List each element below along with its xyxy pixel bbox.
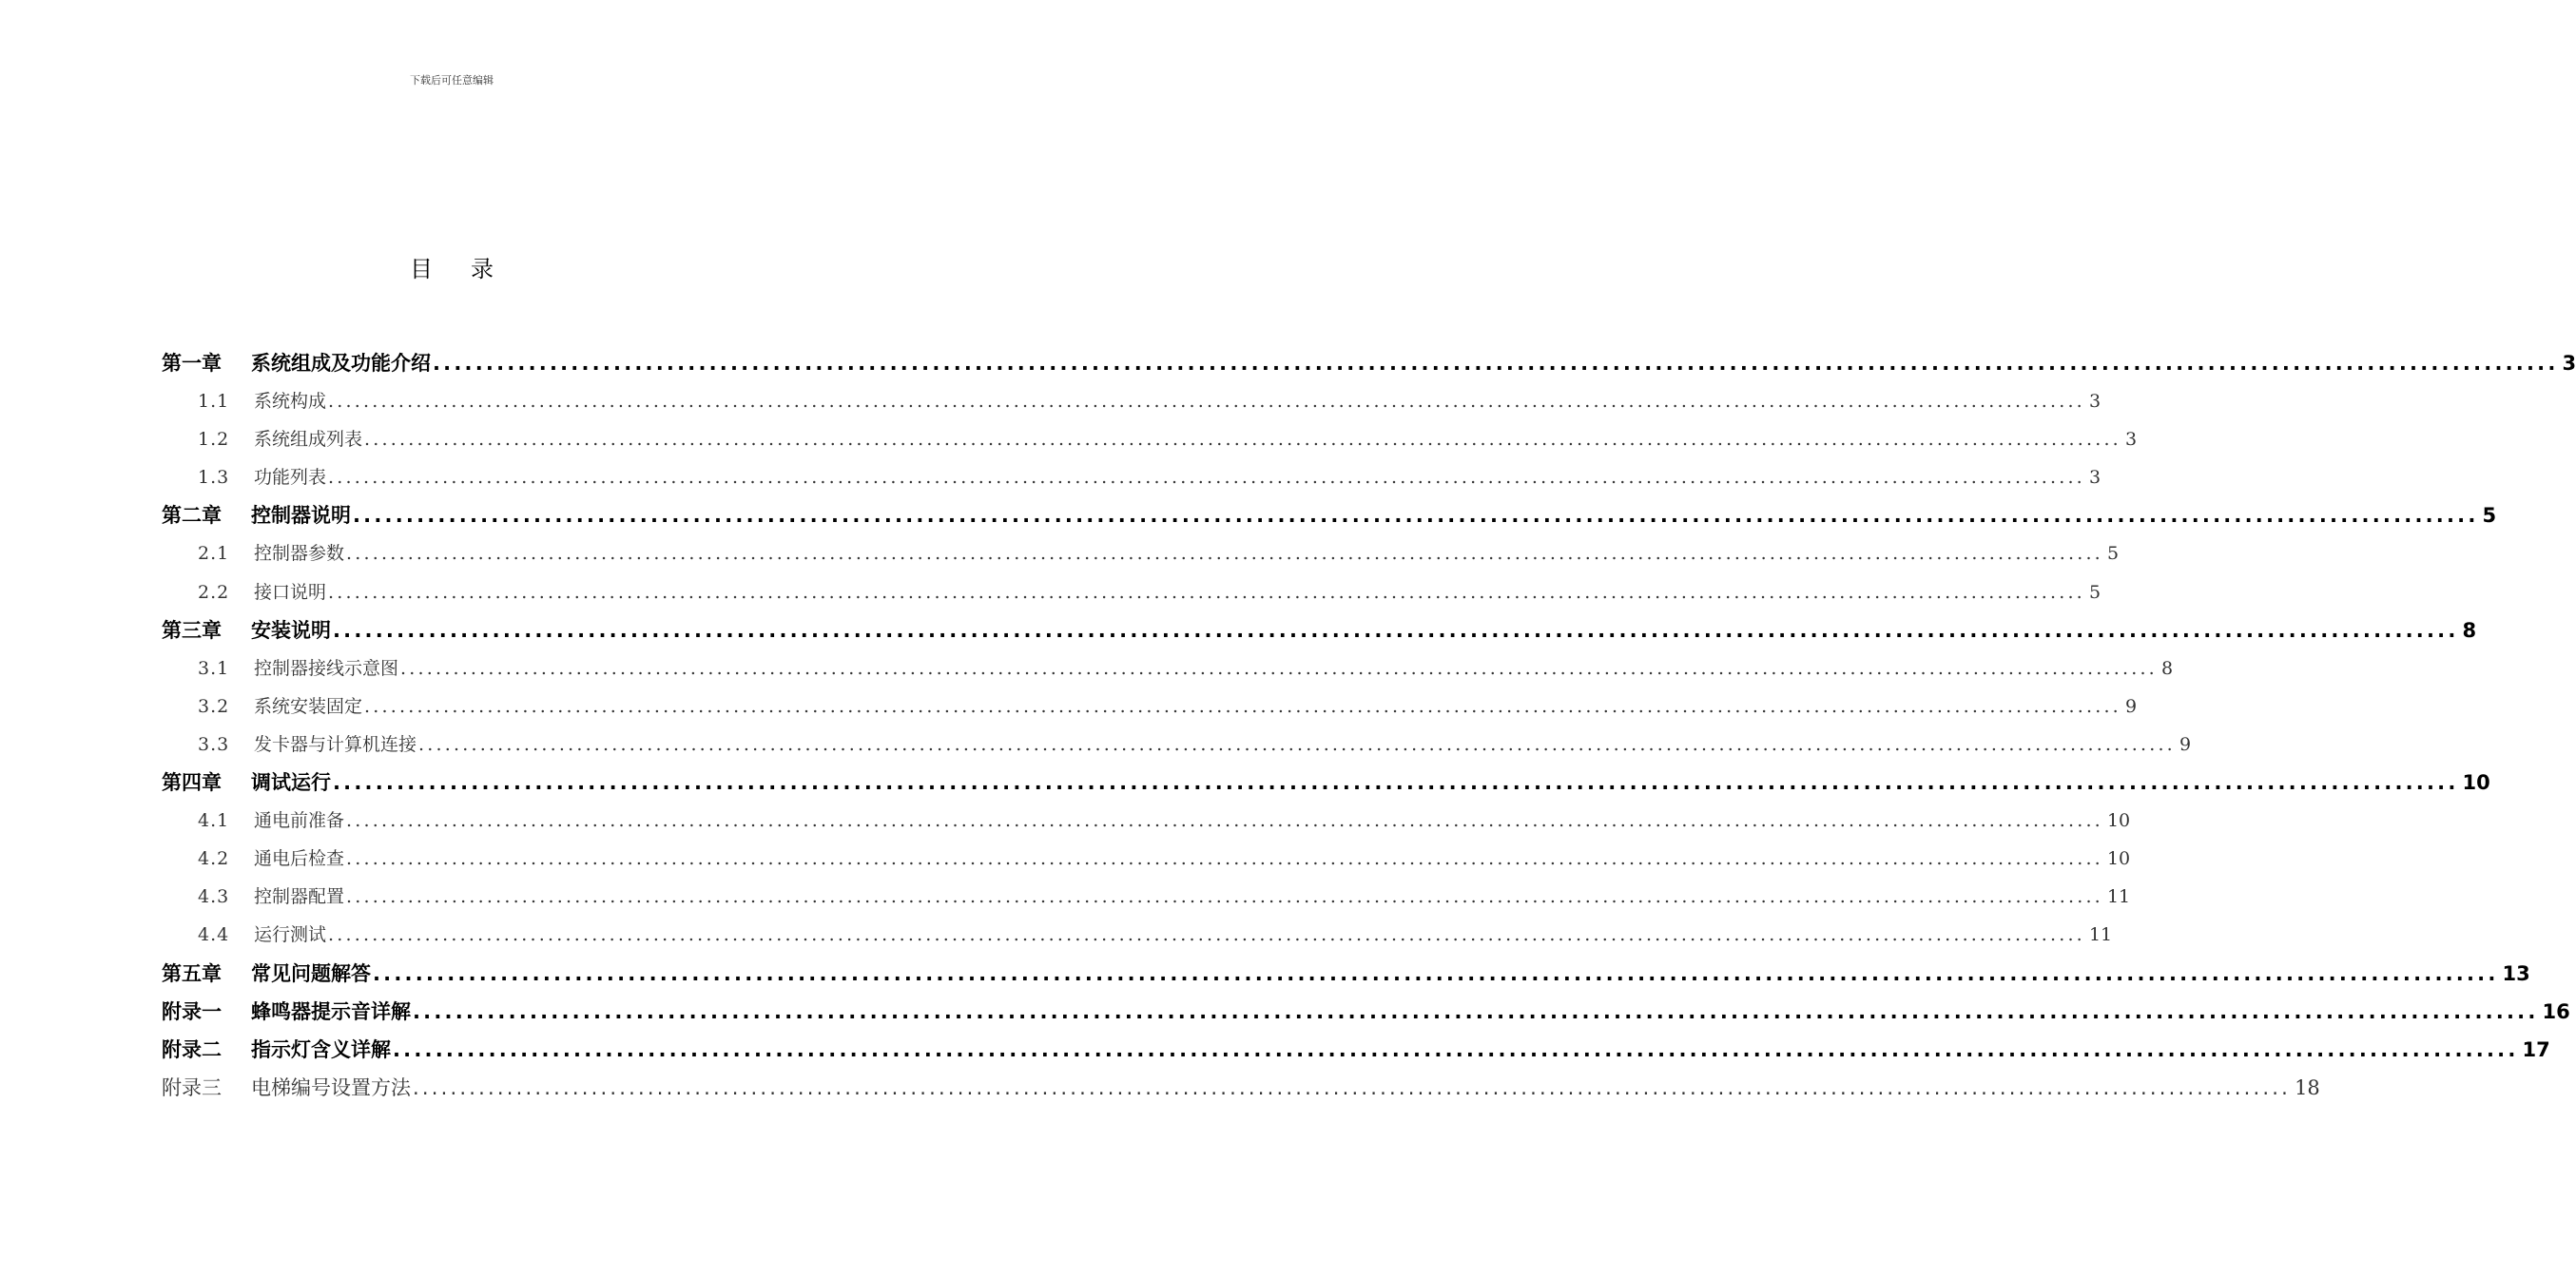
toc-entry[interactable]: [162, 458, 2101, 496]
toc-entry-number: 4.3: [198, 886, 230, 908]
toc-dot-leader: ........................................................................................................................................................................................................: [353, 504, 2479, 528]
toc-entry-number: 4.2: [198, 848, 230, 870]
toc-dot-leader: ........................................................................................................................................................................................................: [346, 543, 2103, 565]
toc-entry-title: 通电前准备: [254, 810, 345, 832]
toc-entry-number: 第四章: [162, 771, 222, 795]
toc-dot-leader: ........................................................................................................................................................................................................: [400, 657, 2158, 679]
table-of-contents: [162, 344, 2576, 1107]
toc-entry-page: 9: [2179, 733, 2192, 755]
toc-dot-leader: ........................................................................................................................................................................................................: [373, 961, 2499, 985]
toc-entry-title: 控制器参数: [254, 543, 345, 565]
toc-entry-number: 2.2: [198, 581, 230, 603]
toc-entry-title: 指示灯含义详解: [251, 1037, 391, 1061]
toc-entry-title: 常见问题解答: [251, 961, 371, 985]
toc-entry[interactable]: [162, 802, 2131, 840]
toc-entry[interactable]: [162, 1031, 2550, 1069]
toc-entry-title: 通电后检查: [254, 848, 345, 870]
toc-entry[interactable]: [162, 764, 2490, 802]
toc-entry-page: 10: [2106, 848, 2131, 870]
toc-entry-page: 3: [2124, 429, 2138, 451]
toc-entry[interactable]: [162, 993, 2570, 1031]
toc-entry-title: 电梯编号设置方法: [251, 1075, 411, 1099]
toc-entry[interactable]: [162, 649, 2174, 687]
toc-entry-title: 系统安装固定: [254, 695, 363, 717]
toc-entry-number: 4.4: [198, 924, 230, 946]
toc-entry-title: 安装说明: [251, 618, 331, 642]
toc-entry-page: 18: [2295, 1075, 2320, 1099]
toc-entry-number: 1.1: [198, 391, 230, 413]
toc-dot-leader: ........................................................................................................................................................................................................: [364, 429, 2121, 451]
toc-dot-leader: ........................................................................................................................................................................................................: [413, 1075, 2292, 1099]
toc-dot-leader: ........................................................................................................................................................................................................: [328, 581, 2085, 603]
toc-entry-number: 2.1: [198, 543, 230, 565]
toc-entry[interactable]: [162, 382, 2101, 420]
toc-dot-leader: ........................................................................................................................................................................................................: [328, 391, 2085, 413]
toc-dot-leader: ........................................................................................................................................................................................................: [364, 695, 2121, 717]
toc-dot-leader: ........................................................................................................................................................................................................: [433, 352, 2559, 375]
toc-entry-title: 控制器配置: [254, 886, 345, 908]
toc-entry-page: 11: [2088, 924, 2113, 946]
toc-entry[interactable]: [162, 955, 2530, 993]
toc-entry-page: 16: [2542, 999, 2570, 1023]
toc-entry-title: 发卡器与计算机连接: [254, 733, 417, 755]
toc-entry-number: 1.2: [198, 429, 230, 451]
toc-entry-number: 第一章: [162, 352, 222, 375]
toc-entry[interactable]: [162, 496, 2497, 534]
toc-entry-page: 3: [2088, 391, 2101, 413]
toc-entry-title: 系统组成及功能介绍: [251, 352, 431, 375]
toc-dot-leader: ........................................................................................................................................................................................................: [333, 618, 2459, 642]
toc-entry-page: 8: [2462, 618, 2477, 642]
header-note: 下载后可任意编辑: [410, 74, 494, 87]
toc-entry[interactable]: [162, 420, 2138, 458]
toc-entry-number: 4.1: [198, 810, 230, 832]
toc-entry-title: 运行测试: [254, 924, 327, 946]
toc-entry-number: 第五章: [162, 961, 222, 985]
toc-entry-number: 3.1: [198, 657, 230, 679]
toc-entry-title: 控制器说明: [251, 504, 351, 528]
toc-entry-page: 9: [2124, 695, 2138, 717]
toc-entry-page: 3: [2562, 352, 2576, 375]
toc-dot-leader: ........................................................................................................................................................................................................: [328, 924, 2085, 946]
toc-entry-title: 蜂鸣器提示音详解: [251, 999, 411, 1023]
toc-entry-title: 控制器接线示意图: [254, 657, 399, 679]
toc-entry-page: 17: [2522, 1037, 2550, 1061]
toc-entry-page: 5: [2482, 504, 2497, 528]
toc-entry[interactable]: [162, 534, 2120, 572]
toc-title: 目录: [410, 256, 532, 282]
toc-entry-title: 接口说明: [254, 581, 327, 603]
toc-dot-leader: ........................................................................................................................................................................................................: [418, 733, 2176, 755]
toc-entry-page: 5: [2106, 543, 2120, 565]
toc-entry-number: 3.3: [198, 733, 230, 755]
toc-entry-title: 功能列表: [254, 467, 327, 489]
toc-entry[interactable]: [162, 1069, 2320, 1107]
toc-entry-page: 5: [2088, 581, 2101, 603]
toc-entry-number: 1.3: [198, 467, 230, 489]
toc-entry[interactable]: [162, 840, 2131, 878]
toc-entry[interactable]: [162, 573, 2101, 611]
toc-entry-title: 系统构成: [254, 391, 327, 413]
toc-entry-title: 系统组成列表: [254, 429, 363, 451]
toc-entry[interactable]: [162, 344, 2576, 382]
toc-entry-page: 8: [2160, 657, 2174, 679]
toc-entry-number: 附录三: [162, 1075, 222, 1099]
toc-entry[interactable]: [162, 726, 2192, 764]
toc-entry[interactable]: [162, 878, 2131, 916]
toc-entry-page: 10: [2106, 810, 2131, 832]
toc-dot-leader: ........................................................................................................................................................................................................: [328, 467, 2085, 489]
toc-entry[interactable]: [162, 687, 2138, 726]
toc-entry-number: 附录一: [162, 999, 222, 1023]
toc-entry-number: 第二章: [162, 504, 222, 528]
toc-entry-title: 调试运行: [251, 771, 331, 795]
toc-entry-number: 附录二: [162, 1037, 222, 1061]
toc-entry-page: 11: [2106, 886, 2131, 908]
toc-dot-leader: ........................................................................................................................................................................................................: [393, 1037, 2519, 1061]
toc-dot-leader: ........................................................................................................................................................................................................: [413, 999, 2539, 1023]
toc-entry[interactable]: [162, 611, 2477, 649]
toc-dot-leader: ........................................................................................................................................................................................................: [346, 810, 2103, 832]
toc-entry-page: 13: [2502, 961, 2530, 985]
toc-entry-number: 第三章: [162, 618, 222, 642]
toc-dot-leader: ........................................................................................................................................................................................................: [346, 886, 2103, 908]
toc-entry[interactable]: [162, 916, 2113, 954]
toc-entry-page: 3: [2088, 467, 2101, 489]
toc-dot-leader: ........................................................................................................................................................................................................: [333, 771, 2459, 795]
toc-entry-page: 10: [2462, 771, 2490, 795]
toc-dot-leader: ........................................................................................................................................................................................................: [346, 848, 2103, 870]
toc-entry-number: 3.2: [198, 695, 230, 717]
